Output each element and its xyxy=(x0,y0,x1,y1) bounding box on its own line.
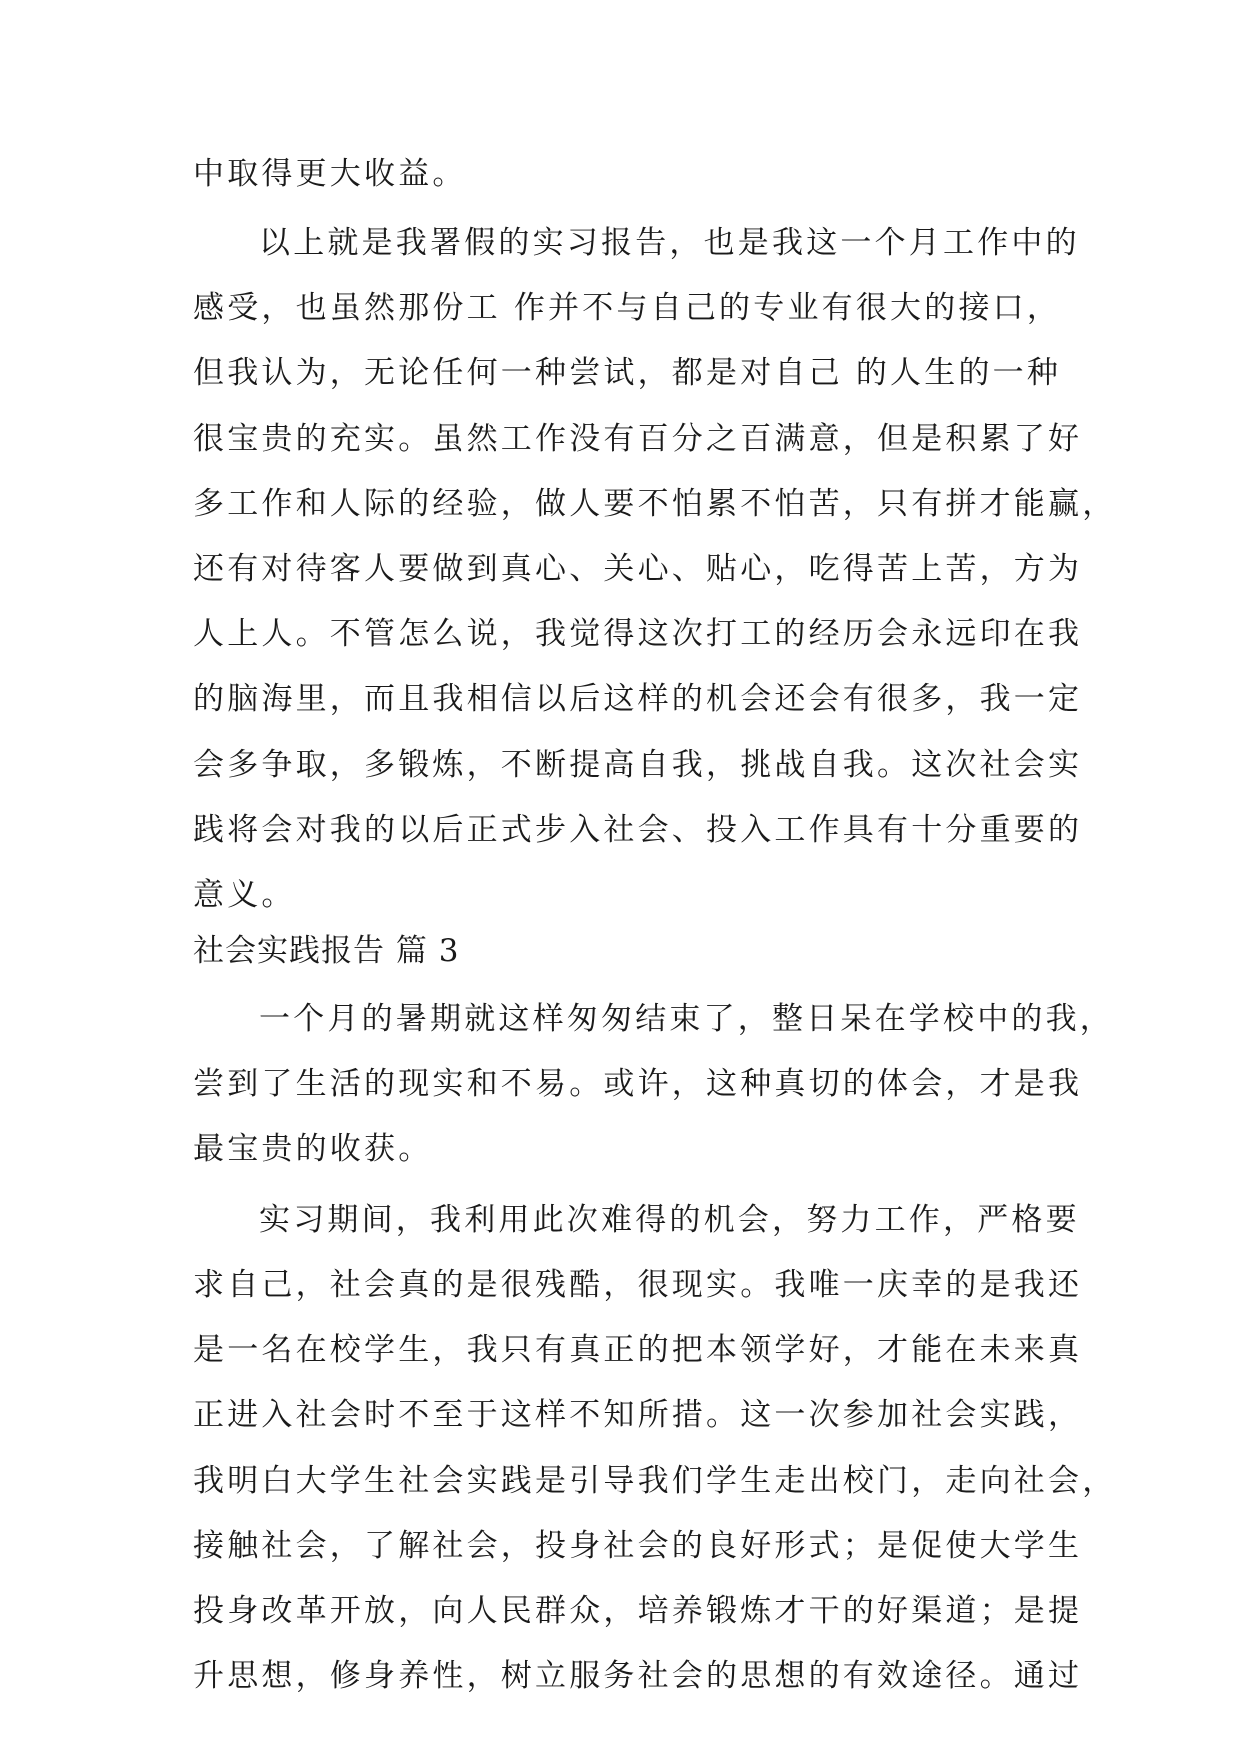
paragraph-first-line: 一个月的暑期就这样匆匆结束了，整日呆在学校中的我， xyxy=(259,1001,1114,1037)
text-line: 中取得更大收益。 xyxy=(193,156,467,192)
text-line: 践将会对我的以后正式步入社会、投入工作具有十分重要的 xyxy=(193,812,1083,848)
text-line: 我明白大学生社会实践是引导我们学生走出校门，走向社会， xyxy=(193,1463,1117,1499)
text-line: 很宝贵的充实。虽然工作没有百分之百满意，但是积累了好 xyxy=(193,421,1083,457)
text-line: 的脑海里，而且我相信以后这样的机会还会有很多，我一定 xyxy=(193,681,1083,717)
text-line: 求自己，社会真的是很残酷，很现实。我唯一庆幸的是我还 xyxy=(193,1267,1083,1303)
text-line: 多工作和人际的经验，做人要不怕累不怕苦，只有拼才能赢， xyxy=(193,486,1117,522)
text-line: 还有对待客人要做到真心、关心、贴心，吃得苦上苦，方为 xyxy=(193,551,1083,587)
section-heading: 社会实践报告 篇 3 xyxy=(193,933,460,969)
paragraph-first-line: 以上就是我署假的实习报告，也是我这一个月工作中的 xyxy=(259,225,1080,261)
text-line: 投身改革开放，向人民群众，培养锻炼才干的好渠道；是提 xyxy=(193,1593,1083,1629)
text-line: 是一名在校学生，我只有真正的把本领学好，才能在未来真 xyxy=(193,1332,1083,1368)
text-line: 正进入社会时不至于这样不知所措。这一次参加社会实践， xyxy=(193,1397,1083,1433)
text-line: 最宝贵的收获。 xyxy=(193,1131,433,1167)
text-line: 接触社会，了解社会，投身社会的良好形式；是促使大学生 xyxy=(193,1528,1083,1564)
paragraph-first-line: 实习期间，我利用此次难得的机会，努力工作，严格要 xyxy=(259,1202,1080,1238)
text-line: 感受，也虽然那份工 作并不与自己的专业有很大的接口， xyxy=(193,290,1062,326)
text-line: 会多争取，多锻炼，不断提高自我，挑战自我。这次社会实 xyxy=(193,747,1083,783)
text-line: 但我认为，无论任何一种尝试，都是对自己 的人生的一种 xyxy=(193,355,1062,391)
text-line: 人上人。不管怎么说，我觉得这次打工的经历会永远印在我 xyxy=(193,616,1083,652)
text-line: 升思想，修身养性，树立服务社会的思想的有效途径。通过 xyxy=(193,1658,1083,1694)
text-line: 尝到了生活的现实和不易。或许，这种真切的体会，才是我 xyxy=(193,1066,1083,1102)
text-line: 意义。 xyxy=(193,877,296,913)
